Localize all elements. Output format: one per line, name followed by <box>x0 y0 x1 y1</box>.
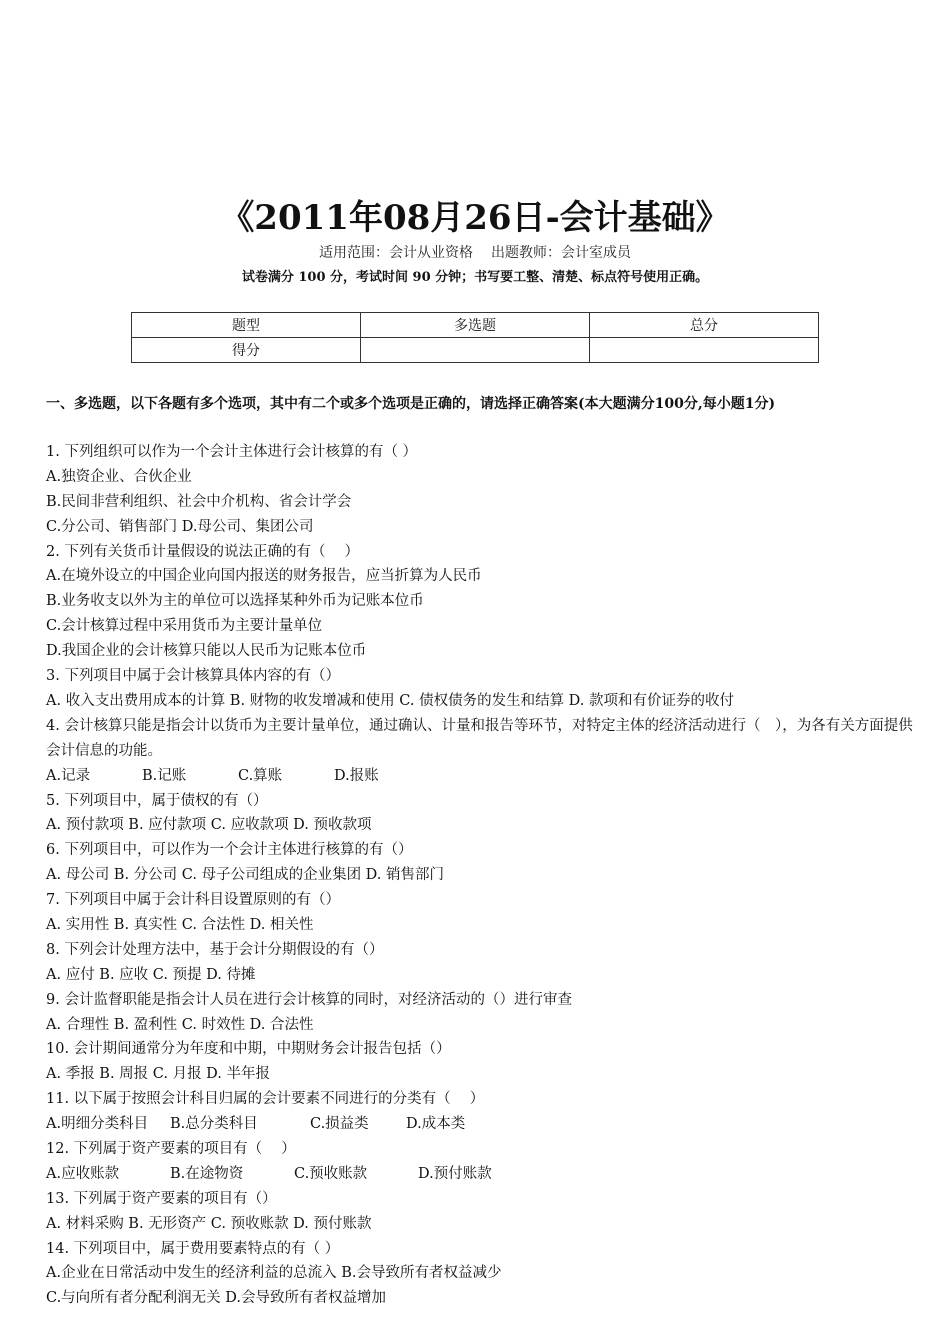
question-line: 5. 下列项目中，属于债权的有（） <box>46 792 268 809</box>
score-table-header-row <box>132 313 819 338</box>
score-cell: 题型 <box>132 313 361 338</box>
question-line: A. 材料采购 B. 无形资产 C. 预收账款 D. 预付账款 <box>46 1215 372 1232</box>
question-line: D.我国企业的会计核算只能以人民币为记账本位币 <box>46 643 367 660</box>
option: D.预付账款 <box>418 1165 492 1182</box>
question-line: 14. 下列项目中，属于费用要素特点的有（ ） <box>46 1240 340 1257</box>
question-line: 8. 下列会计处理方法中，基于会计分期假设的有（） <box>46 941 384 958</box>
score-cell: 得分 <box>132 338 361 363</box>
option: C.损益类 <box>310 1116 369 1133</box>
scope-text: 适用范围：会计从业资格 <box>319 245 473 261</box>
option-row <box>46 1112 916 1137</box>
question-line: A. 预付款项 B. 应付款项 C. 应收款项 D. 预收款项 <box>46 817 372 834</box>
question-line: 7. 下列项目中属于会计科目设置原则的有（） <box>46 892 340 909</box>
question-line: 9. 会计监督职能是指会计人员在进行会计核算的同时，对经济活动的（）进行审查 <box>46 991 572 1008</box>
question-line: 4. 会计核算只能是指会计以货币为主要计量单位，通过确认、计量和报告等环节，对特定主体的经济活动进行（ ），为各有关方面提供会计信息的功能。 <box>46 717 913 759</box>
question-line: A.独资企业、合伙企业 <box>46 468 192 485</box>
score-table <box>131 312 819 363</box>
question-line: C.与向所有者分配利润无关 D.会导致所有者权益增加 <box>46 1290 387 1307</box>
question-line: 6. 下列项目中，可以作为一个会计主体进行核算的有（） <box>46 842 413 859</box>
exam-notice: 试卷满分 100 分，考试时间 90 分钟；书写要工整、清楚、标点符号使用正确。 <box>241 270 709 285</box>
question-list <box>46 440 916 1311</box>
option: A.明细分类科目 <box>46 1116 149 1133</box>
question-line: 1. 下列组织可以作为一个会计主体进行会计核算的有（ ） <box>46 444 418 460</box>
option-row <box>46 764 916 789</box>
exam-title: 《2011年08月26日-会计基础》 <box>220 198 730 238</box>
score-cell: 总分 <box>590 313 819 338</box>
option: B.记账 <box>142 767 187 784</box>
question-line: A.企业在日常活动中发生的经济利益的总流入 B.会导致所有者权益减少 <box>46 1265 502 1282</box>
question-line: A. 合理性 B. 盈利性 C. 时效性 D. 合法性 <box>46 1016 314 1033</box>
score-cell <box>590 338 819 363</box>
question-line: 10. 会计期间通常分为年度和中期，中期财务会计报告包括（） <box>46 1041 451 1058</box>
question-line: 12. 下列属于资产要素的项目有（ ） <box>46 1140 296 1157</box>
option: D.成本类 <box>406 1116 466 1133</box>
question-line: A. 收入支出费用成本的计算 B. 财物的收发增减和使用 C. 债权债务的发生和结算 D. 款项和有价证券的收付 <box>46 692 735 709</box>
question-line: B.业务收支以外为主的单位可以选择某种外币为记账本位币 <box>46 593 424 610</box>
question-line: 2. 下列有关货币计量假设的说法正确的有（ ） <box>46 543 360 560</box>
option-row <box>46 1162 916 1187</box>
question-line: C.会计核算过程中采用货币为主要计量单位 <box>46 618 323 635</box>
question-line: 13. 下列属于资产要素的项目有（） <box>46 1190 277 1207</box>
option: A.记录 <box>46 767 91 784</box>
option: B.总分类科目 <box>170 1116 258 1133</box>
question-line: A. 应付 B. 应收 C. 预提 D. 待摊 <box>46 966 256 983</box>
option: C.预收账款 <box>294 1165 368 1182</box>
option: B.在途物资 <box>170 1165 244 1182</box>
question-line: B.民间非营利组织、社会中介机构、省会计学会 <box>46 493 352 510</box>
question-line: A. 母公司 B. 分公司 C. 母子公司组成的企业集团 D. 销售部门 <box>46 867 445 884</box>
score-cell: 多选题 <box>361 313 590 338</box>
question-line: 11. 以下属于按照会计科目归属的会计要素不同进行的分类有（ ） <box>46 1091 485 1108</box>
question-line: C.分公司、销售部门 D.母公司、集团公司 <box>46 518 314 535</box>
option: D.报账 <box>334 767 379 784</box>
option: C.算账 <box>238 767 283 784</box>
question-line: A. 实用性 B. 真实性 C. 合法性 D. 相关性 <box>46 916 314 933</box>
exam-subtitle <box>0 242 950 262</box>
score-table-score-row <box>132 338 819 363</box>
option: A.应收账款 <box>46 1165 120 1182</box>
question-line: A.在境外设立的中国企业向国内报送的财务报告，应当折算为人民币 <box>46 568 482 585</box>
section-heading: 一、多选题，以下各题有多个选项，其中有二个或多个选项是正确的，请选择正确答案(本大题满分100分,每小题1分) <box>46 396 776 412</box>
score-cell <box>361 338 590 363</box>
question-line: A. 季报 B. 周报 C. 月报 D. 半年报 <box>46 1066 271 1083</box>
question-line: 3. 下列项目中属于会计核算具体内容的有（） <box>46 668 340 685</box>
teacher-text: 出题教师：会计室成员 <box>491 245 631 261</box>
